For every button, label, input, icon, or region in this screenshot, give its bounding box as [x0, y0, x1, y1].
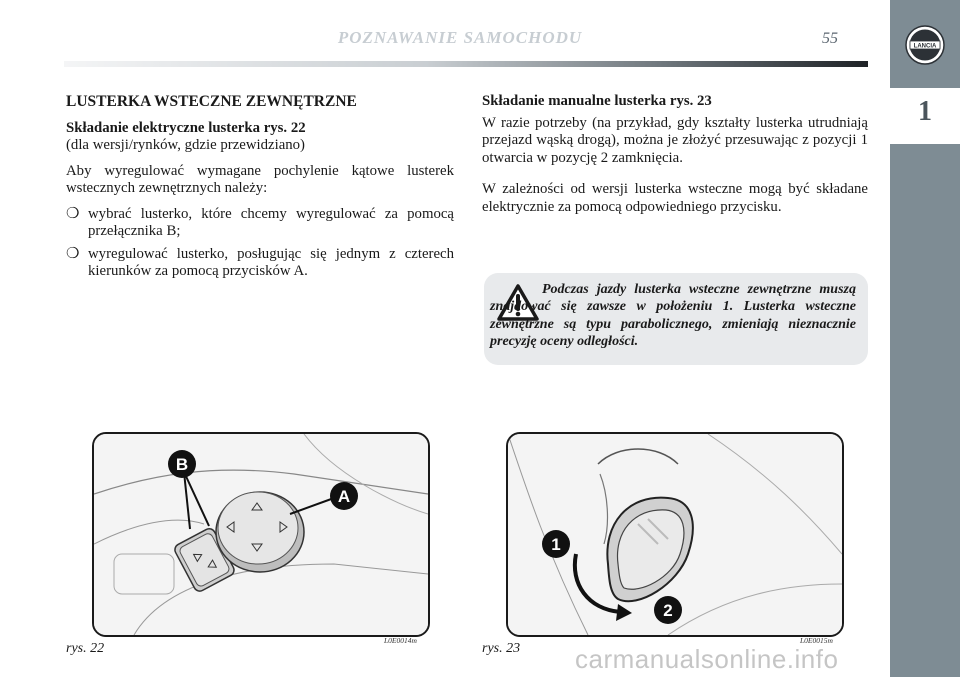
intro-paragraph: Aby wyregulować wymagane pochylenie kątowe lusterek wstecznych zewnętrznych należy:: [66, 162, 454, 196]
left-column: [66, 93, 454, 286]
figure-code: L0E0014m: [384, 636, 417, 645]
list-item: [66, 246, 454, 281]
availability-note: (dla wersji/rynków, gdzie przewidziano): [66, 137, 305, 153]
figure-caption: rys. 23: [482, 641, 521, 656]
mirror-controls-illustration: [94, 434, 428, 635]
logo-text: LANCIA: [913, 43, 937, 50]
label-2: 2: [663, 601, 673, 620]
figure-caption: rys. 22: [66, 641, 105, 656]
header-rule: [64, 61, 868, 67]
label-a: A: [337, 487, 351, 506]
bullet-icon: ❍: [66, 245, 80, 262]
mirror-folding-illustration: [508, 434, 842, 635]
manual-paragraph: W razie potrzeby (na przykład, gdy kształty lusterka utrudniają przejazd wąską drogą), można je złożyć przesuwając z pozycji 1 otwarcia w pozycję 2 zamknięcia.: [482, 114, 868, 166]
subheading-manual: Składanie manualne lusterka rys. 23: [482, 93, 712, 109]
label-b: B: [175, 455, 189, 474]
version-paragraph: W zależności od wersji lusterka wsteczne mogą być składane elektrycznie za pomocą odpowiedniego przycisku.: [482, 181, 868, 215]
right-column: [482, 93, 868, 224]
lancia-logo-icon: [904, 24, 946, 66]
figure-mirror-controls: [92, 432, 430, 637]
label-1: 1: [551, 535, 561, 554]
list-item-text: wybrać lusterko, które chcemy wyregulować za pomocą przełącznika B;: [88, 205, 454, 239]
watermark: carmanualsonline.info: [575, 644, 839, 674]
page-number: 55: [822, 30, 838, 47]
list-item: [66, 206, 454, 241]
list-item-text: wyregulować lusterko, posługując się jednym z czterech kierunków za pomocą przycisków A.: [88, 245, 454, 279]
chapter-number: 1: [918, 96, 932, 127]
subheading-electric: Składanie elektryczne lusterka rys. 22: [66, 119, 306, 136]
figure-code: L0E0015m: [800, 636, 833, 645]
figure-mirror-folding: [506, 432, 844, 637]
bullet-icon: ❍: [66, 205, 80, 222]
section-heading: LUSTERKA WSTECZNE ZEWNĘTRZNE: [66, 93, 357, 110]
warning-text: Podczas jazdy lusterka wsteczne zewnętrzne muszą znajdować się zawsze w położeniu 1. Lusterka wsteczne zewnętrzne są typu parabolicznego, zmieniają nieznacznie precyzję oceny odległości.: [490, 282, 856, 349]
running-header-title: POZNAWANIE SAMOCHODU: [337, 28, 583, 47]
